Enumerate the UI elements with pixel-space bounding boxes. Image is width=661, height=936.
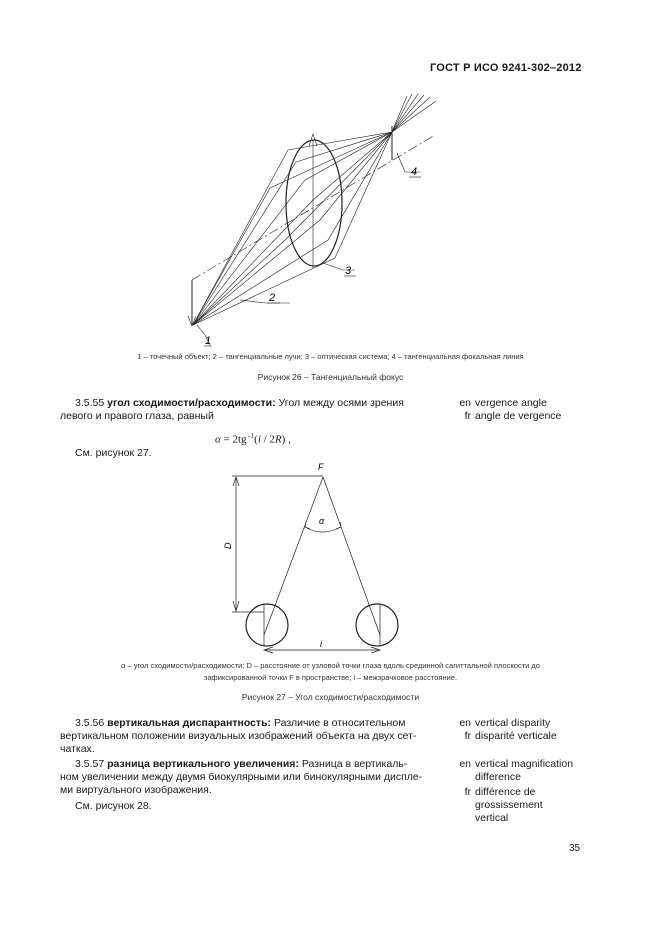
term-name: угол сходимости/расходимости:: [107, 397, 276, 409]
term-definition-1: Угол между осями зрения: [275, 397, 404, 409]
lang-fr: fr: [464, 730, 471, 742]
formula-eq: = 2tg: [220, 433, 247, 446]
term-3-5-57-line3: ми виртуального изображения.: [60, 784, 212, 796]
label-D: D: [223, 542, 233, 549]
term-3-5-57-en: [453, 758, 573, 771]
figure-26-legend: 1 – точечный объект; 2 – тангенциальные лучи; 3 – оптическая система; 4 – тангенциальная фокальная линия: [137, 352, 524, 361]
formula-paren-open: (: [254, 433, 258, 446]
lang-fr: fr: [464, 786, 471, 798]
translation-en: vertical disparity: [475, 717, 551, 729]
term-3-5-56-line2: вертикальном положении визуальных изображений объекта на двух сет-: [60, 730, 417, 742]
term-definition-1: Различие в относительном: [271, 717, 406, 729]
term-name: вертикальная диспарантность:: [107, 717, 272, 729]
figure-27-caption: Рисунок 27 – Угол сходимости/расходимости: [241, 692, 420, 702]
term-3-5-55-line2: левого и правого глаза, равный: [60, 410, 214, 422]
right-sight-line: [323, 477, 380, 635]
lang-en: en: [459, 717, 471, 729]
term-number: 3.5.56: [75, 717, 105, 729]
translation-en-2: difference: [475, 771, 521, 783]
formula-sup: -1: [246, 432, 255, 440]
term-3-5-57-line2: ном увеличении между двумя биокулярными или бинокулярными диспле-: [60, 771, 423, 783]
lang-en: en: [459, 397, 471, 409]
page-number: 35: [569, 843, 581, 854]
term-3-5-56-line3: чатках.: [60, 743, 95, 755]
see-figure-28: См. рисунок 28.: [75, 800, 152, 812]
translation-en: vergence angle: [475, 397, 547, 409]
formula-i: i: [257, 433, 261, 446]
label-1: 1: [205, 335, 212, 347]
term-3-5-56: [75, 717, 441, 730]
term-number: 3.5.57: [75, 758, 105, 770]
translation-fr: angle de vergence: [475, 410, 562, 422]
alpha-arc: [305, 527, 341, 532]
translation-fr-1: différence de: [475, 786, 536, 798]
formula-R: R: [274, 433, 282, 446]
figure-26-caption: Рисунок 26 – Тангенциальный фокус: [257, 372, 404, 382]
lang-fr: fr: [464, 410, 471, 422]
formula-mid: / 2: [260, 433, 275, 446]
term-3-5-56-fr: [453, 730, 557, 743]
translation-fr: disparité verticale: [475, 730, 557, 742]
term-3-5-56-en: [453, 717, 550, 730]
label-F: F: [318, 462, 324, 472]
see-figure-27: См. рисунок 27.: [75, 447, 152, 459]
label-4: 4: [411, 166, 418, 178]
left-eye: [246, 604, 288, 646]
label-3: 3: [345, 265, 352, 277]
document-header: ГОСТ Р ИСО 9241-302–2012: [430, 62, 582, 74]
formula-alpha: α: [215, 433, 221, 446]
formula-paren-close: ) ,: [281, 433, 291, 446]
lang-en: en: [459, 758, 471, 770]
translation-fr-3: vertical: [475, 812, 509, 824]
right-eye: [356, 604, 398, 646]
figure-27-legend-line2: зафиксированной точки F в пространстве; i – межзрачковое расстояние.: [203, 673, 458, 682]
left-sight-line: [264, 477, 323, 635]
term-3-5-57-fr: [453, 786, 536, 799]
term-3-5-57: [75, 758, 441, 771]
label-alpha: α: [319, 516, 325, 526]
translation-en-1: vertical magnification: [475, 758, 574, 770]
label-i: i: [320, 639, 322, 649]
label-2: 2: [269, 292, 276, 304]
figure-27-legend-line1: α – угол сходимости/расходимости; D – расстояние от узловой точки глаза вдоль срединной сагиттальной плоскости до: [121, 661, 540, 670]
term-number: 3.5.55: [75, 397, 105, 409]
term-definition-1: Разница в вертикаль-: [298, 758, 408, 770]
translation-fr-2: grossissement: [475, 799, 543, 811]
term-name: разница вертикального увеличения:: [107, 758, 299, 770]
